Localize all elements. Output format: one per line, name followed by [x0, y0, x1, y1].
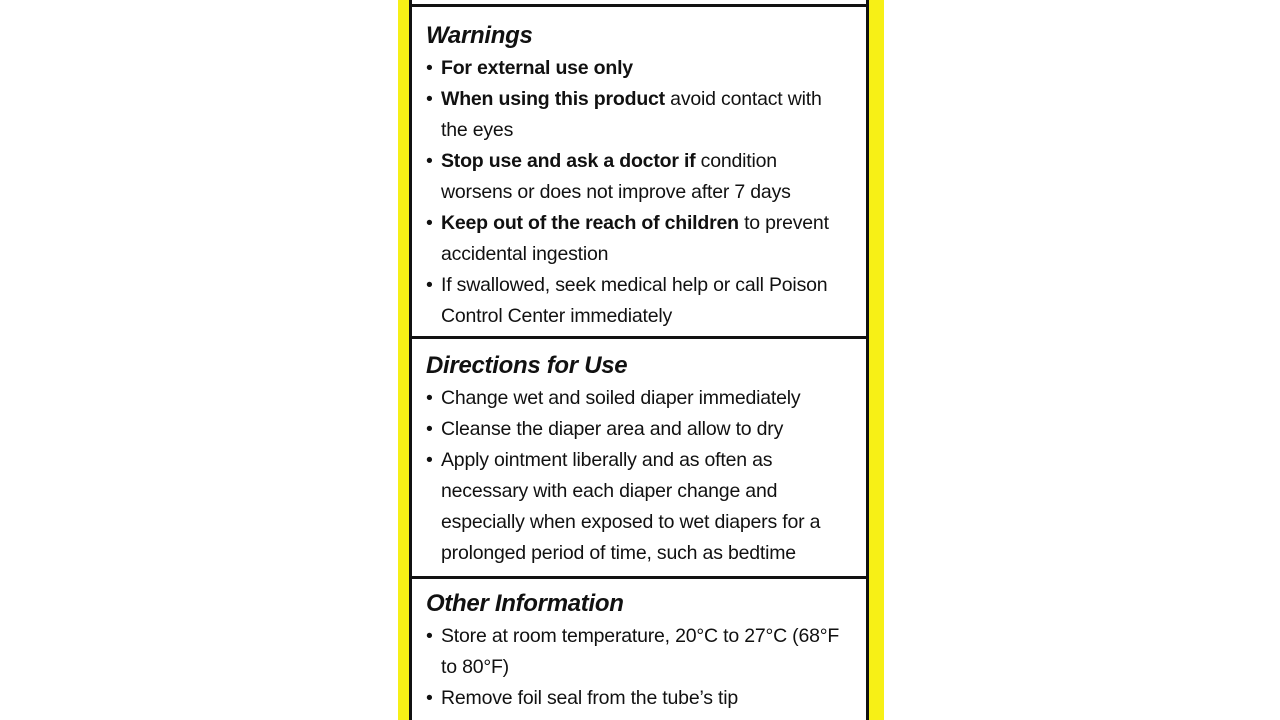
other-information-heading: Other Information	[426, 590, 624, 617]
bullet-icon: •	[426, 274, 433, 296]
yellow-border-left	[398, 0, 409, 720]
section-divider	[409, 4, 869, 7]
bullet-icon: •	[426, 57, 433, 79]
section-divider	[409, 336, 869, 339]
list-item: • Store at room temperature, 20°C to 27°C (68°F to 80°F)	[426, 621, 851, 683]
list-item: • Cleanse the diaper area and allow to dry	[426, 414, 851, 445]
bullet-icon: •	[426, 449, 433, 471]
bullet-icon: •	[426, 687, 433, 709]
bullet-icon: •	[426, 625, 433, 647]
list-item: • Remove foil seal from the tube’s tip	[426, 683, 851, 714]
list-item: • Keep out of the reach of children to prevent accidental ingestion	[426, 208, 851, 270]
other-information-list	[426, 621, 851, 714]
yellow-border-right	[869, 0, 884, 720]
warnings-list	[426, 53, 851, 332]
list-item: • When using this product avoid contact with the eyes	[426, 84, 851, 146]
list-item: • Stop use and ask a doctor if condition worsens or does not improve after 7 days	[426, 146, 851, 208]
bullet-icon: •	[426, 387, 433, 409]
list-item: • Change wet and soiled diaper immediately	[426, 383, 851, 414]
list-item: • Apply ointment liberally and as often as necessary with each diaper change and especially when exposed to wet diapers for a prolonged period of time, such as bedtime	[426, 445, 851, 569]
bullet-icon: •	[426, 150, 433, 172]
list-item: • For external use only	[426, 53, 851, 84]
bullet-icon: •	[426, 418, 433, 440]
section-divider	[409, 576, 869, 579]
warnings-heading: Warnings	[426, 22, 533, 49]
directions-heading: Directions for Use	[426, 352, 628, 379]
directions-list	[426, 383, 851, 569]
bullet-icon: •	[426, 88, 433, 110]
bullet-icon: •	[426, 212, 433, 234]
list-item: • If swallowed, seek medical help or call Poison Control Center immediately	[426, 270, 851, 332]
